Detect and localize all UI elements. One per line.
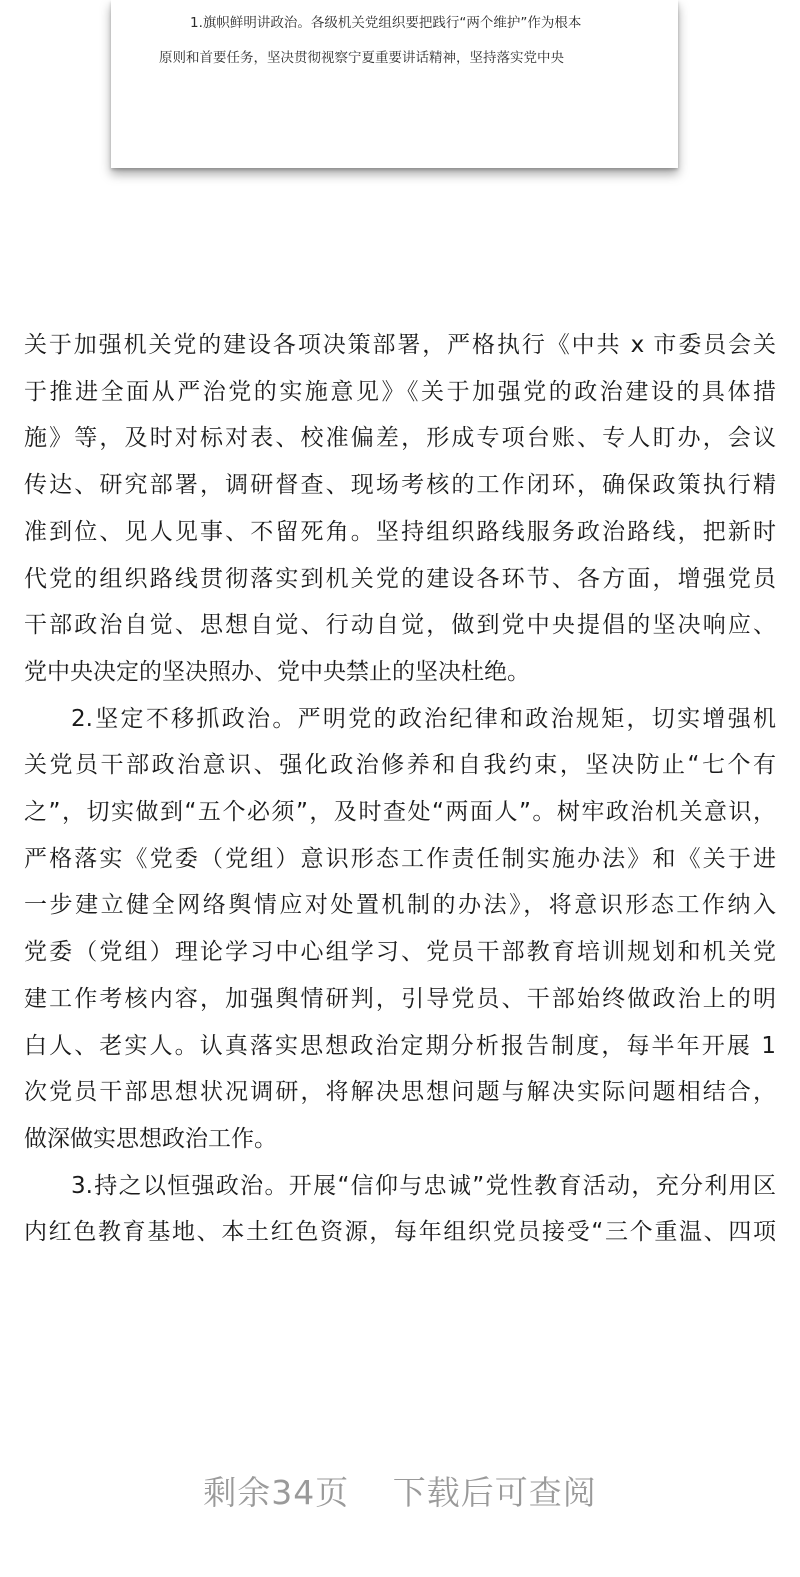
text-line: 内红色教育基地、本土红色资源，每年组织党员接受“三个重温、四项 [24, 1219, 776, 1246]
download-to-view-label[interactable]: 下载后可查阅 [392, 1473, 597, 1512]
text-line: 关于加强机关党的建设各项决策部署，严格执行《中共 x 市委员会关 [24, 332, 776, 358]
text-line: 白人、老实人。认真落实思想政治定期分析报告制度，每半年开展 1 [24, 1032, 776, 1059]
text-line: 3.持之以恒强政治。开展“信仰与忠诚”党性教育活动，充分利用区 [71, 1172, 776, 1199]
text-line: 代党的组织路线贯彻落实到机关党的建设各环节、各方面，增强党员 [24, 565, 776, 592]
text-line: 关党员干部政治意识、强化政治修养和自我约束，坚决防止“七个有 [24, 752, 776, 779]
text-line: 2.坚定不移抓政治。严明党的政治纪律和政治规矩，切实增强机 [71, 705, 776, 732]
text-line: 干部政治自觉、思想自觉、行动自觉，做到党中央提倡的坚决响应、 [24, 612, 776, 639]
card-text-line: 1.旗帜鲜明讲政治。各级机关党组织要把践行“两个维护”作为根本 [190, 15, 582, 31]
text-line: 次党员干部思想状况调研，将解决思想问题与解决实际问题相结合， [24, 1079, 776, 1106]
download-prompt[interactable] [0, 1467, 800, 1514]
text-line: 党委（党组）理论学习中心组学习、党员干部教育培训规划和机关党 [24, 939, 776, 966]
text-line: 严格落实《党委（党组）意识形态工作责任制实施办法》和《关于进 [24, 845, 776, 872]
paragraph-1 [24, 322, 776, 696]
preview-page-card [111, 0, 678, 168]
text-line: 建工作考核内容，加强舆情研判，引导党员、干部始终做政治上的明 [24, 985, 776, 1012]
text-line: 党中央决定的坚决照办、党中央禁止的坚决杜绝。 [24, 658, 530, 685]
paragraph-3 [24, 1163, 776, 1256]
text-line: 做深做实思想政治工作。 [24, 1125, 277, 1152]
card-text-line: 原则和首要任务，坚决贯彻视察宁夏重要讲话精神，坚持落实党中央 [159, 50, 564, 66]
text-line: 准到位、见人见事、不留死角。坚持组织路线服务政治路线，把新时 [24, 518, 776, 545]
text-line: 之”，切实做到“五个必须”，及时查处“两面人”。树牢政治机关意识， [24, 799, 776, 826]
text-line: 一步建立健全网络舆情应对处置机制的办法》，将意识形态工作纳入 [24, 892, 776, 919]
document-body [24, 322, 776, 1256]
text-line: 于推进全面从严治党的实施意见》《关于加强党的政治建设的具体措 [24, 378, 776, 405]
text-line: 传达、研究部署，调研督查、现场考核的工作闭环，确保政策执行精 [24, 472, 776, 499]
text-line: 施》等，及时对标对表、校准偏差，形成专项台账、专人盯办，会议 [24, 425, 776, 452]
remaining-pages-label: 剩余34页 [203, 1473, 350, 1512]
paragraph-2 [24, 696, 776, 1163]
